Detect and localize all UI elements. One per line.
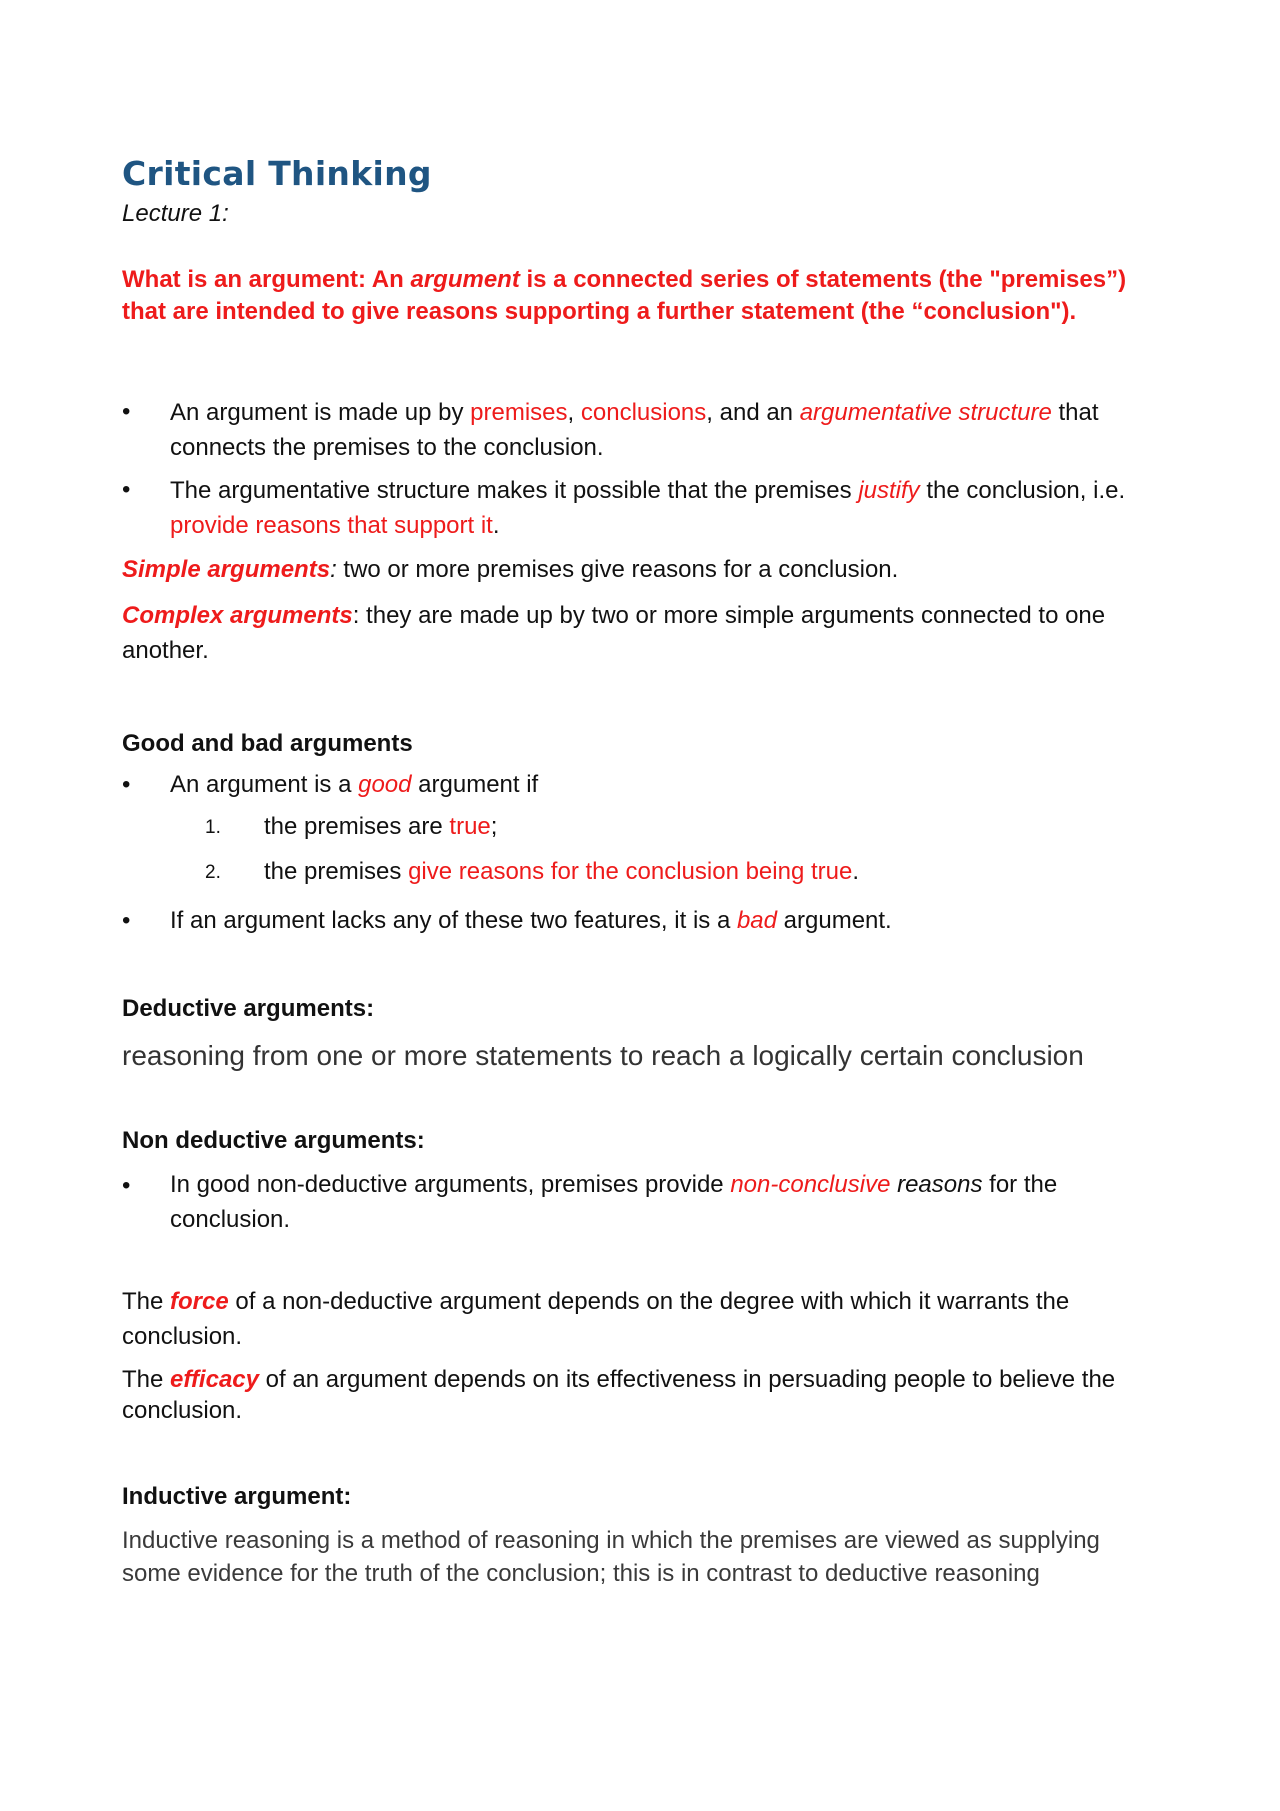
text-span: If an argument lacks any of these two features, it is a (170, 907, 737, 934)
highlight-give-reasons: give reasons for the conclusion being true (408, 858, 853, 885)
text-span: An argument is made up by (170, 399, 471, 426)
definition-rest: is a connected series of statements (the "premises”) that are intended to give reasons supporting a further statement (the “conclusion"). (122, 266, 1127, 325)
list-item (170, 767, 1170, 802)
complex-arguments-label: Complex arguments (122, 602, 353, 629)
highlight-justify: justify (858, 477, 920, 504)
text-span: the premises are (264, 813, 450, 840)
text-span: , (567, 399, 581, 426)
bullet-marker: • (122, 1172, 131, 1199)
text-span: : they are made up by two or more simple arguments connected to one another. (122, 602, 1106, 664)
definition-keyword: argument (410, 266, 520, 293)
efficacy-definition (122, 1364, 1162, 1426)
highlight-reasons: provide reasons that support it (170, 512, 493, 539)
deductive-definition: reasoning from one or more statements to reach a logically certain conclusion (122, 1040, 1084, 1071)
highlight-good: good (358, 771, 412, 798)
text-span: An argument is a (170, 771, 359, 798)
text-span: the premises (264, 858, 409, 885)
highlight-efficacy: efficacy (170, 1366, 259, 1393)
highlight-structure: argumentative structure (799, 399, 1052, 426)
bullet-marker: • (122, 476, 131, 503)
text-span: The (122, 1366, 171, 1393)
section-heading-non-deductive: Non deductive arguments: (122, 1127, 425, 1154)
text-span: for the conclusion. (170, 1171, 1058, 1233)
text-span: : (330, 556, 337, 583)
highlight-bad: bad (736, 907, 777, 934)
text-span: . (492, 512, 500, 539)
list-number: 2. (205, 862, 221, 883)
text-span: In good non-deductive arguments, premises provide (170, 1171, 731, 1198)
list-item (170, 1167, 1170, 1237)
simple-arguments-definition (122, 552, 898, 587)
highlight-premises: premises (470, 399, 568, 426)
numbered-item (264, 813, 497, 841)
section-heading-inductive: Inductive argument: (122, 1483, 352, 1510)
highlight-true: true (449, 813, 491, 840)
text-span: The (122, 1288, 171, 1315)
inductive-definition: Inductive reasoning is a method of reasoning in which the premises are viewed as supplying some evidence for the truth of the conclusion; this is in contrast to deductive reasoning (122, 1527, 1100, 1587)
lecture-subtitle: Lecture 1: (122, 200, 229, 227)
list-number: 1. (205, 817, 221, 838)
highlight-non-conclusive: non-conclusive (730, 1171, 891, 1198)
simple-arguments-label: Simple arguments (122, 556, 331, 583)
highlight-conclusions: conclusions (580, 399, 707, 426)
text-span: . (852, 858, 860, 885)
text-span: The argumentative structure makes it possible that the premises (170, 477, 859, 504)
page-title: Critical Thinking (122, 154, 432, 193)
bullet-marker: • (122, 771, 131, 798)
list-item (170, 903, 1170, 938)
complex-arguments-definition (122, 598, 1162, 668)
definition-lead: What is an argument: An (122, 266, 411, 293)
list-item (170, 473, 1170, 543)
text-span: argument. (777, 907, 892, 934)
text-span: , and an (706, 399, 800, 426)
bullet-marker: • (122, 907, 131, 934)
text-span: reasons (890, 1171, 983, 1198)
text-span: of a non-deductive argument depends on the degree with which it warrants the conclusion. (122, 1288, 1070, 1350)
numbered-item (264, 858, 859, 886)
text-span: two or more premises give reasons for a conclusion. (336, 556, 899, 583)
text-span: that connects the premises to the conclusion. (170, 399, 1099, 461)
text-span: argument if (411, 771, 539, 798)
argument-definition (122, 264, 1152, 328)
text-span: of an argument depends on its effectiveness in persuading people to believe the conclusion. (122, 1366, 1116, 1424)
highlight-force: force (170, 1288, 229, 1315)
list-item (170, 395, 1170, 465)
text-span: the conclusion, i.e. (919, 477, 1126, 504)
section-heading-deductive: Deductive arguments: (122, 995, 375, 1022)
section-heading-good-bad: Good and bad arguments (122, 730, 413, 757)
text-span: ; (490, 813, 498, 840)
bullet-marker: • (122, 398, 131, 425)
force-definition (122, 1284, 1162, 1354)
